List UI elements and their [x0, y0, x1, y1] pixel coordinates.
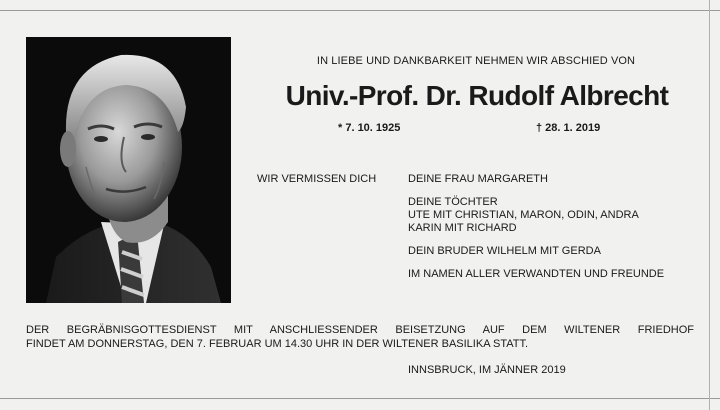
portrait-photo [26, 37, 231, 303]
intro-text: IN LIEBE UND DANKBARKEIT NEHMEN WIR ABSCHIED VON [316, 55, 636, 67]
death-date: † 28. 1. 2019 [536, 122, 601, 134]
funeral-line-2: FINDET AM DONNERSTAG, DEN 7. FEBRUAR UM 14.30 UHR IN DER WILTENER BASILIKA STATT. [26, 338, 529, 350]
top-rule [0, 10, 720, 11]
bottom-rule [0, 398, 720, 399]
place-date: INNSBRUCK, IM JÄNNER 2019 [408, 364, 566, 376]
family-daughter-2: KARIN MIT RICHARD [408, 222, 517, 234]
family-daughter-1: UTE MIT CHRISTIAN, MARON, ODIN, ANDRA [408, 209, 639, 221]
funeral-notice [26, 323, 694, 351]
family-daughters-label: DEINE TÖCHTER [408, 196, 498, 208]
right-rule [709, 0, 710, 410]
funeral-line-1: DER BEGRÄBNISGOTTESDIENST MIT ANSCHLIESSENDER BEISETZUNG AUF DEM WILTENER FRIEDHOF [26, 324, 694, 336]
birth-date: * 7. 10. 1925 [338, 122, 401, 134]
family-list [408, 173, 708, 291]
family-relatives: IM NAMEN ALLER VERWANDTEN UND FREUNDE [408, 268, 665, 280]
family-brother: DEIN BRUDER WILHELM MIT GERDA [408, 245, 601, 257]
family-wife: DEINE FRAU MARGARETH [408, 173, 548, 185]
deceased-name: Univ.-Prof. Dr. Rudolf Albrecht [285, 80, 669, 111]
miss-label: WIR VERMISSEN DICH [257, 173, 377, 185]
